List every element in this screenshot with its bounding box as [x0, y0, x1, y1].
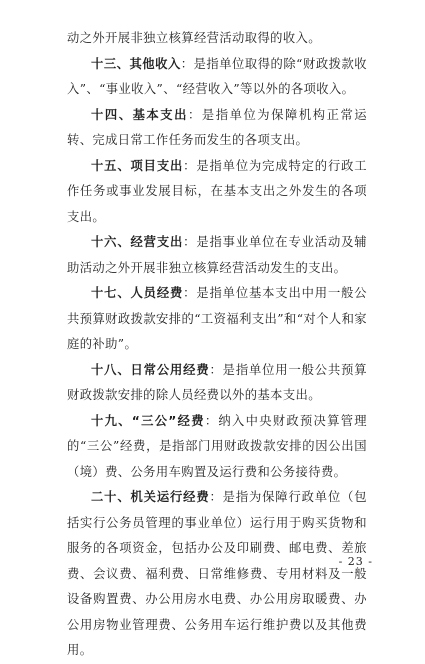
- term-heading: 十五、项目支出: [91, 158, 184, 173]
- paragraph-body: ：是指单位为保障机构正常运转、完成日常工作任务而发生的各项支出。: [67, 107, 367, 147]
- term-heading: 十九、“三公”经费: [91, 413, 205, 428]
- term-heading: 十四、基本支出: [91, 107, 189, 122]
- paragraph-other-income: [67, 52, 367, 103]
- paragraph-three-public-funds: [67, 409, 367, 486]
- paragraph-agency-operating-funds: [67, 485, 367, 664]
- paragraph-basic-expenditure: [67, 103, 367, 154]
- term-heading: 十三、其他收入: [91, 56, 181, 71]
- paragraph-body: ：是指单位取得的除“财政拨款收入”、“事业收入”、“经营收入”等以外的各项收入。: [67, 56, 367, 96]
- paragraph-operating-expenditure: [67, 230, 367, 281]
- page-number: - 23 -: [338, 555, 373, 568]
- paragraph-body: 动之外开展非独立核算经营活动取得的收入。: [67, 31, 321, 45]
- paragraph-continuation: [67, 26, 367, 52]
- paragraph-body: ：纳入中央财政预决算管理的“三公”经费，是指部门用财政拨款安排的因公出国（境）费、公务用车购置及运行费和公务接待费。: [67, 413, 367, 479]
- paragraph-personnel-funds: [67, 281, 367, 358]
- paragraph-body: ：是指单位基本支出中用一般公共预算财政拨款安排的“工资福利支出”和“对个人和家庭的补助”。: [67, 286, 367, 351]
- term-heading: 十七、人员经费: [91, 286, 184, 300]
- paragraph-body: ：是指单位为完成特定的行政工作任务或事业发展目标，在基本支出之外发生的各项支出。: [67, 158, 367, 224]
- term-heading: 二十、机关运行经费: [91, 490, 210, 504]
- paragraph-project-expenditure: [67, 154, 367, 231]
- paragraph-body: ：是指事业单位在专业活动及辅助活动之外开展非独立核算经营活动发生的支出。: [67, 235, 367, 275]
- paragraph-body: ：是指为保障行政单位（包括实行公务员管理的事业单位）运行用于购买货物和服务的各项资金，包括办公及印刷费、邮电费、差旅费、会议费、福利费、日常维修费、专用材料及一般设备购置费、办公用房水电费、办公用房取暖费、办公用房物业管理费、公务用车运行维护费以及其他费用。: [67, 490, 367, 657]
- term-heading: 十八、日常公用经费: [91, 362, 210, 377]
- paragraph-daily-public-funds: [67, 358, 367, 409]
- paragraph-body: ：是指单位用一般公共预算财政拨款安排的除人员经费以外的基本支出。: [67, 362, 367, 402]
- document-body: [67, 26, 367, 664]
- term-heading: 十六、经营支出: [91, 235, 184, 249]
